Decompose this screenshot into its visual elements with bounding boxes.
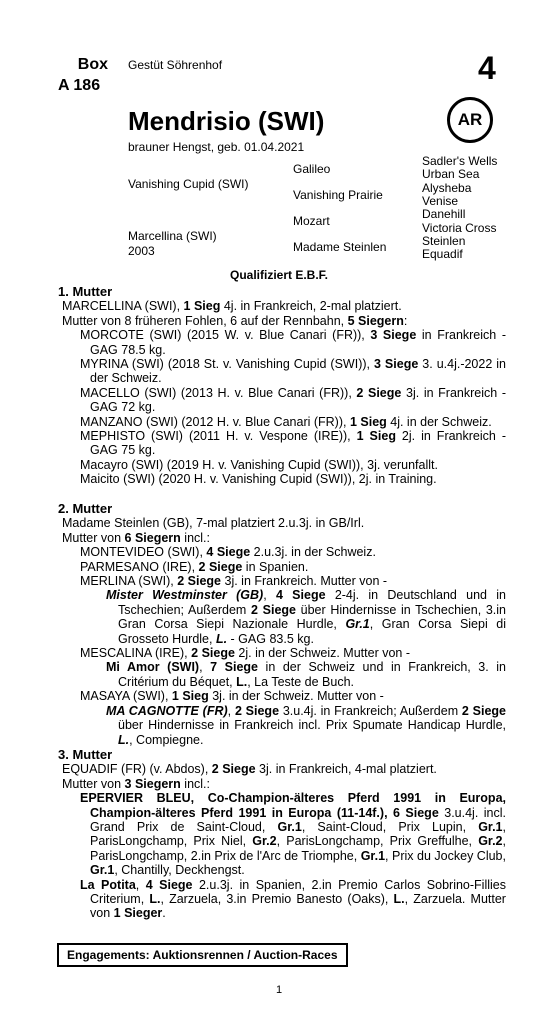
- box-number: A 186: [58, 77, 101, 94]
- pedigree-dam-dam: Madame Steinlen: [293, 240, 387, 254]
- pedigree-g6: Victoria Cross: [422, 221, 497, 235]
- list-item: MACELLO (SWI) (2013 H. v. Blue Canari (FR)), 2 Siege 3j. in Frankreich - GAG 72 kg.: [80, 385, 507, 415]
- lot-number: 4: [478, 50, 496, 86]
- section-second-dam: [58, 502, 506, 747]
- pedigree-dam-year: 2003: [128, 244, 155, 258]
- dam-line: Madame Steinlen (GB), 7-mal platziert 2.u.3j. in GB/Irl.: [62, 516, 365, 531]
- pedigree-sire-dam: Vanishing Prairie: [293, 188, 383, 202]
- list-item: MORCOTE (SWI) (2015 W. v. Blue Canari (FR)), 3 Siege in Frankreich - GAG 78.5 kg.: [80, 328, 506, 357]
- section-title: 2. Mutter: [58, 501, 113, 516]
- pedigree-dam: Marcellina (SWI): [128, 229, 217, 243]
- list-item: Mi Amor (SWI), 7 Siege in der Schweiz und in Frankreich, 3. in Critérium du Béquet, L., La Teste de Buch.: [106, 660, 506, 689]
- horse-description: brauner Hengst, geb. 01.04.2021: [128, 140, 305, 154]
- list-item: Mister Westminster (GB), 4 Siege 2-4j. in Deutschland und in Tschechien; Außerdem 2 Siege über Hindernisse in Tschechien, 3.in Gran Corsa Siepi Nazionale Hurdle, Gr.1, Gran Corsa Siepi di Grosseto Hurdle, L. - GAG 83.5 kg.: [106, 588, 506, 646]
- pedigree-g5: Danehill: [422, 207, 466, 221]
- list-item: MANZANO (SWI) (2012 H. v. Blue Canari (FR)), 1 Sieg 4j. in der Schweiz.: [80, 414, 492, 429]
- list-item: MA CAGNOTTE (FR), 2 Siege 3.u.4j. in Frankreich; Außerdem 2 Siege über Hindernisse in Frankreich incl. Prix Spumate Handicap Hurdle, L., Compiegne.: [106, 703, 507, 747]
- list-item: MERLINA (SWI), 2 Siege 3j. in Frankreich. Mutter von -: [80, 574, 388, 589]
- list-item: Maicito (SWI) (2020 H. v. Vanishing Cupid (SWI)), 2j. in Training.: [80, 472, 437, 487]
- list-item: PARMESANO (IRE), 2 Siege in Spanien.: [80, 559, 309, 574]
- list-item: La Potita, 4 Siege 2.u.3j. in Spanien, 2.in Premio Carlos Sobrino-Fillies Criterium, L., Zarzuela, 3.in Premio Banesto (Oaks), L., Zarzuela. Mutter von 1 Sieger.: [80, 877, 506, 921]
- qualification: Qualifiziert E.B.F.: [229, 268, 328, 282]
- list-item: MASAYA (SWI), 1 Sieg 3j. in der Schweiz. Mutter von -: [80, 689, 384, 704]
- produce-summary: Mutter von 6 Siegern incl.:: [62, 530, 210, 545]
- pedigree-g4: Venise: [422, 194, 459, 208]
- engagements-box: Engagements: Auktionsrennen / Auction-Races: [57, 943, 348, 967]
- list-item: MYRINA (SWI) (2018 St. v. Vanishing Cupid (SWI)), 3 Siege 3. u.4j.-2022 in der Schweiz.: [80, 357, 507, 386]
- pedigree-g1: Sadler's Wells: [422, 154, 498, 168]
- list-item: EPERVIER BLEU, Co-Champion-älteres Pferd 1991 in Europa, Champion-älteres Pferd 1991 in Europa (11-14f.), 6 Siege 3.u.4j. incl. Grand Prix de Saint-Cloud, Gr.1, Saint-Cloud, Prix Lupin, Gr.1, ParisLongchamp, Prix Niel, Gr.2, ParisLongchamp, Prix Greffulhe, Gr.2, ParisLongchamp, 2.in Prix de l'Arc de Triomphe, Gr.1, Prix du Jockey Club, Gr.1, Chantilly, Deckhengst.: [80, 791, 506, 878]
- page-number: 1: [275, 984, 283, 996]
- ar-badge-icon: AR: [447, 97, 493, 143]
- list-item: MONTEVIDEO (SWI), 4 Siege 2.u.3j. in der Schweiz.: [80, 545, 376, 560]
- pedigree-g8: Equadif: [422, 247, 463, 261]
- dam-line: EQUADIF (FR) (v. Abdos), 2 Siege 3j. in Frankreich, 4-mal platziert.: [62, 762, 437, 777]
- list-item: MESCALINA (IRE), 2 Siege 2j. in der Schweiz. Mutter von -: [80, 646, 410, 661]
- horse-name: Mendrisio (SWI): [128, 106, 325, 136]
- pedigree-g3: Alysheba: [422, 181, 472, 195]
- pedigree-sire-sire: Galileo: [293, 162, 331, 176]
- section-title: 3. Mutter: [58, 747, 113, 762]
- section-third-dam: [58, 748, 506, 921]
- list-item: MEPHISTO (SWI) (2011 H. v. Vespone (IRE)), 1 Sieg 2j. in Frankreich - GAG 75 kg.: [80, 429, 506, 458]
- box-label: Box: [77, 56, 108, 73]
- section-first-dam: [58, 285, 506, 487]
- stud-name: Gestüt Söhrenhof: [128, 58, 223, 72]
- pedigree-g2: Urban Sea: [422, 167, 480, 181]
- dam-line: MARCELLINA (SWI), 1 Sieg 4j. in Frankreich, 2-mal platziert.: [62, 299, 402, 314]
- list-item: Macayro (SWI) (2019 H. v. Vanishing Cupid (SWI)), 3j. verunfallt.: [80, 457, 438, 472]
- pedigree-g7: Steinlen: [422, 234, 466, 248]
- pedigree-sire: Vanishing Cupid (SWI): [128, 177, 249, 191]
- produce-summary: Mutter von 3 Siegern incl.:: [62, 776, 210, 791]
- pedigree-dam-sire: Mozart: [293, 214, 330, 228]
- section-title: 1. Mutter: [58, 284, 113, 299]
- produce-summary: Mutter von 8 früheren Fohlen, 6 auf der Rennbahn, 5 Siegern:: [62, 313, 408, 328]
